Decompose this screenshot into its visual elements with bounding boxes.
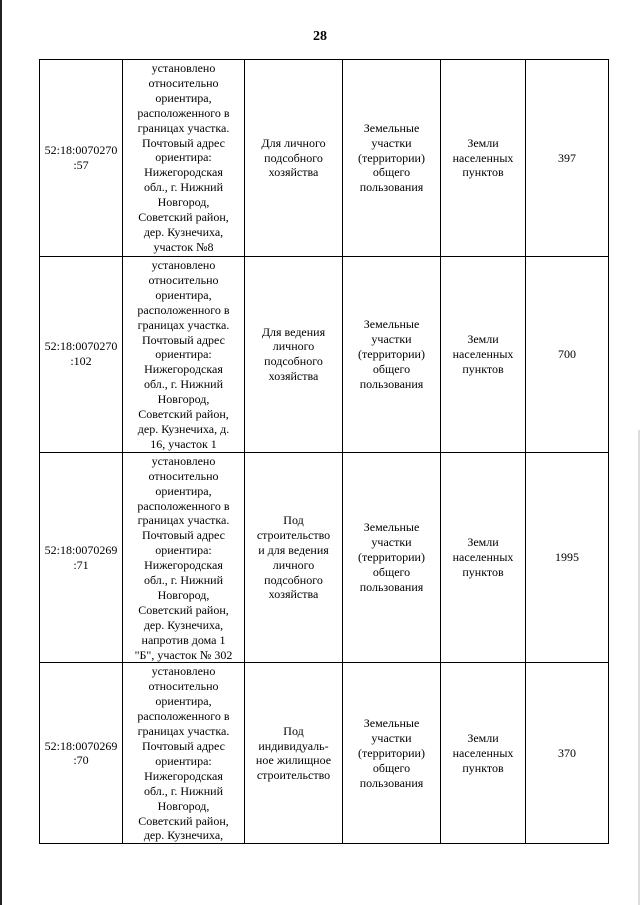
- permitted-use-cell: [245, 663, 343, 844]
- permitted-use-cell: [245, 257, 343, 453]
- cadastral-number: 52:18:0070270 :57: [44, 143, 118, 172]
- address-cell: [123, 452, 245, 663]
- table-row: [40, 257, 609, 453]
- area-value: 370: [558, 745, 576, 760]
- address-cell: [123, 257, 245, 453]
- permitted-use: Под строительство и для ведения личного подсобного хозяйства: [256, 512, 331, 602]
- land-type-cell: [343, 60, 441, 257]
- land-type: Земельные участки (территории) общего пользования: [358, 317, 425, 391]
- cadastral-number: 52:18:0070270 :102: [44, 339, 118, 369]
- permitted-use-cell: [245, 452, 343, 663]
- land-type: Земельные участки (территории) общего пользования: [358, 120, 425, 195]
- land-category-cell: [441, 60, 526, 257]
- area-value: 397: [558, 150, 576, 165]
- address-cell: [123, 60, 245, 257]
- land-type-cell: [343, 452, 441, 663]
- cadastral-number: 52:18:0070269 :70: [44, 738, 118, 768]
- address-text: установлено относительно ориентира, расположенного в границах участка. Почтовый адрес ориентира: Нижегородская обл., г. Нижний Новгород, Советский район, дер. Кузнечиха, д. 16, участок 1: [137, 258, 230, 451]
- page-number: 28: [313, 29, 327, 44]
- land-plots-table: [39, 59, 609, 844]
- area-cell: [526, 663, 609, 844]
- cadastral-number-cell: [40, 663, 123, 844]
- table-row: [40, 452, 609, 663]
- permitted-use: Для личного подсобного хозяйства: [261, 135, 326, 180]
- land-category: Земли населенных пунктов: [452, 731, 514, 775]
- area-cell: [526, 452, 609, 663]
- area-value: 700: [558, 346, 576, 361]
- permitted-use-cell: [245, 60, 343, 257]
- cadastral-number: 52:18:0070269 :71: [44, 542, 118, 572]
- address-cell: [123, 663, 245, 844]
- cadastral-number-cell: [40, 452, 123, 663]
- address-text: установлено относительно ориентира, расположенного в границах участка. Почтовый адрес ориентира: Нижегородская обл., г. Нижний Новгород, Советский район, дер. Кузнечиха,: [137, 664, 230, 843]
- table-row: [40, 663, 609, 844]
- cadastral-number-cell: [40, 60, 123, 257]
- address-text: установлено относительно ориентира, расположенного в границах участка. Почтовый адрес ориентира: Нижегородская обл., г. Нижний Новгород, Советский район, дер. Кузнечиха, участок №8: [137, 61, 230, 254]
- area-value: 1995: [555, 550, 579, 565]
- land-type-cell: [343, 257, 441, 453]
- land-type-cell: [343, 663, 441, 844]
- address-text: установлено относительно ориентира, расположенного в границах участка. Почтовый адрес ориентира: Нижегородская обл., г. Нижний Новгород, Советский район, дер. Кузнечиха, напротив дома 1 "Б", участок № 302: [134, 453, 233, 662]
- land-type: Земельные участки (территории) общего пользования: [358, 716, 425, 790]
- table-row: [40, 60, 609, 257]
- land-category-cell: [441, 663, 526, 844]
- land-category-cell: [441, 452, 526, 663]
- permitted-use: Для ведения личного подсобного хозяйства: [261, 324, 326, 384]
- scan-left-edge: [0, 0, 2, 905]
- land-category-cell: [441, 257, 526, 453]
- land-category: Земли населенных пунктов: [452, 135, 514, 180]
- land-category: Земли населенных пунктов: [452, 535, 514, 580]
- permitted-use: Под индивидуаль- ное жилищное строительство: [255, 723, 332, 783]
- area-cell: [526, 257, 609, 453]
- land-category: Земли населенных пунктов: [452, 332, 514, 376]
- area-cell: [526, 60, 609, 257]
- land-type: Земельные участки (территории) общего пользования: [358, 520, 425, 594]
- cadastral-number-cell: [40, 257, 123, 453]
